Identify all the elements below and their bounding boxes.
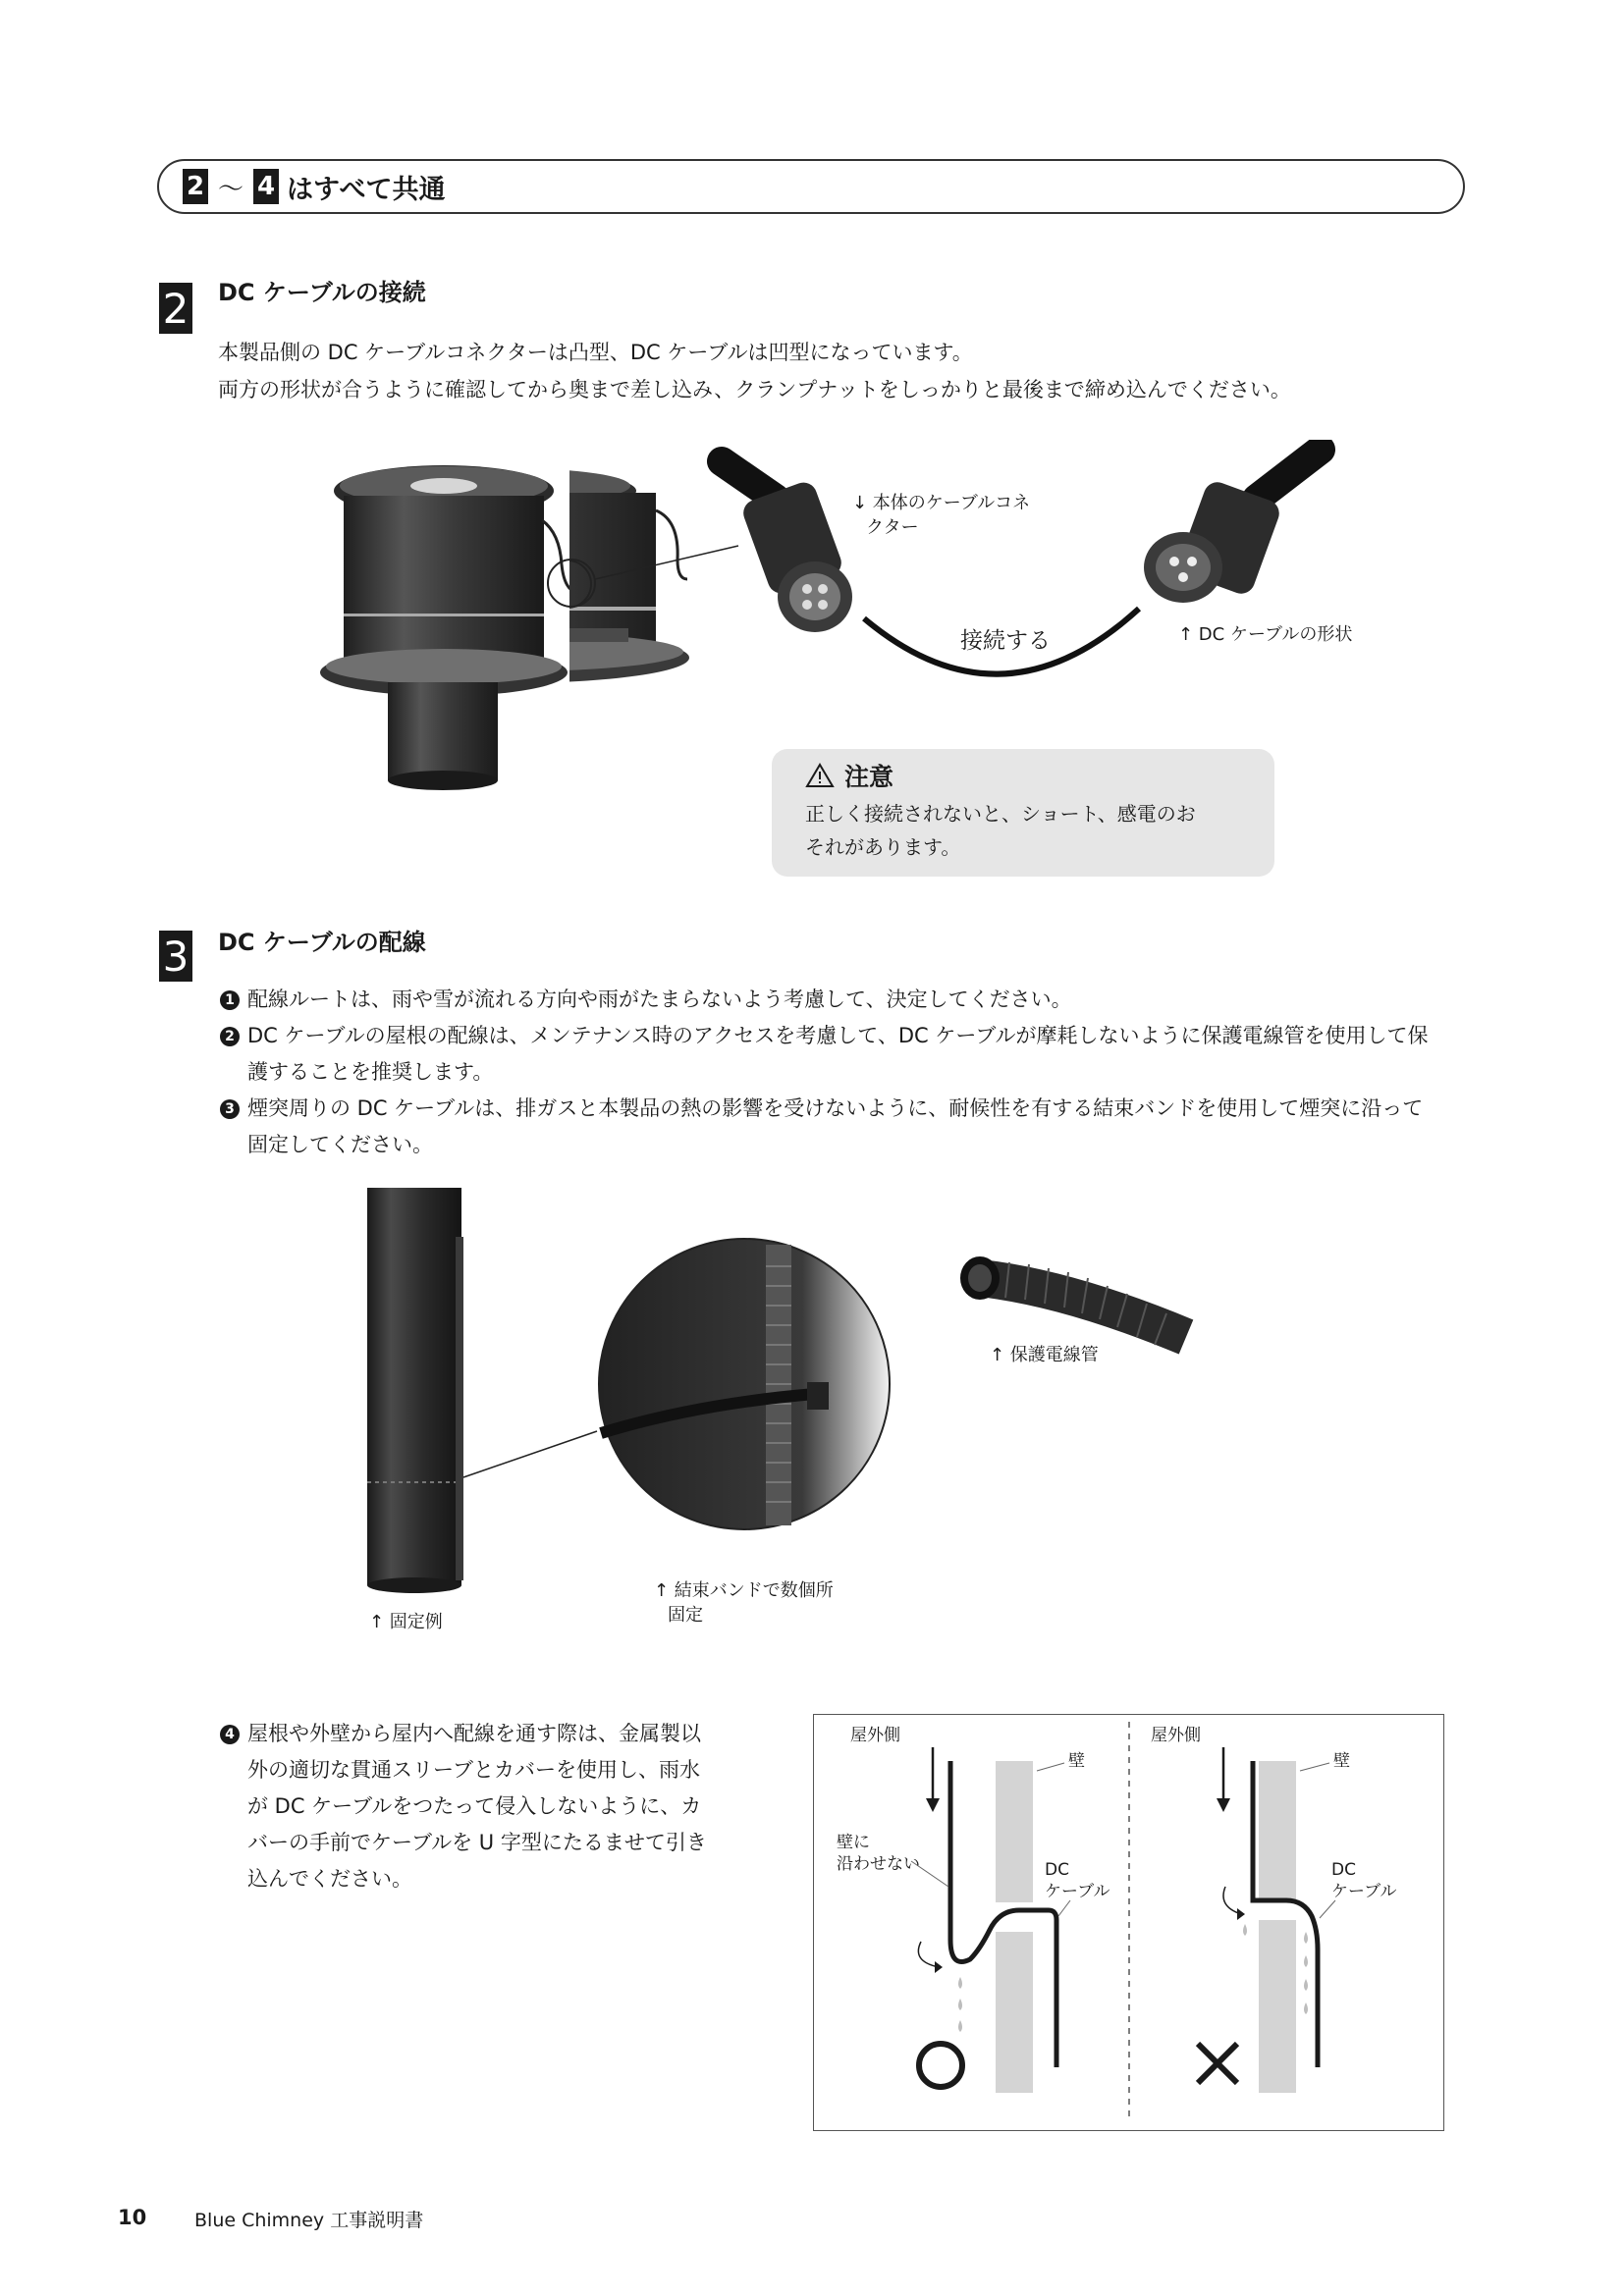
list-item-line: バーの手前でケーブルを U 字型にたるませて引き xyxy=(247,1831,707,1854)
wall-label-right: 壁 xyxy=(1333,1751,1350,1771)
section2-body-line: 両方の形状が合うように確認してから奥まで差し込み、クランプナットをしっかりと最後まで締め込んでください。 xyxy=(218,378,1291,401)
section2-body-line: 本製品側の DC ケーブルコネクターは凸型、DC ケーブルは凹型になっています。 xyxy=(218,341,973,364)
body-connector-label-line: ↓ 本体のケーブルコネ xyxy=(852,493,1031,513)
list-item-line: 固定してください。 xyxy=(247,1133,433,1156)
page-number: 10 xyxy=(118,2206,147,2229)
section-header xyxy=(183,167,445,206)
zoom-line xyxy=(463,1431,597,1477)
caution-title-text: 注意 xyxy=(844,763,894,791)
no-along-label-line: 壁に xyxy=(837,1833,870,1852)
band-label xyxy=(654,1578,834,1628)
list-item-line: DC ケーブルの屋根の配線は、メンテナンス時のアクセスを考慮して、DC ケーブルが摩耗しないように保護電線管を使用して保 xyxy=(247,1024,1429,1047)
bullet-number: 3 xyxy=(220,1099,240,1119)
ng-cross-icon xyxy=(1198,2044,1237,2083)
header-text: はすべて共通 xyxy=(287,174,446,205)
list-item-line: が DC ケーブルをつたって侵入しないように、カ xyxy=(247,1794,702,1818)
footer-title: Blue Chimney 工事説明書 xyxy=(194,2210,424,2231)
outside-label-left: 屋外側 xyxy=(850,1726,900,1745)
bullet-number: 4 xyxy=(220,1725,240,1744)
list-item-line: 屋根や外壁から屋内へ配線を通す際は、金属製以 xyxy=(247,1722,701,1745)
header-tilde: 〜 xyxy=(218,174,244,204)
list-item-line: 煙突周りの DC ケーブルは、排ガスと本製品の熱の影響を受けないように、耐候性を有する結束バンドを使用して煙突に沿って xyxy=(247,1096,1424,1120)
list-item-line: 込んでください。 xyxy=(247,1867,412,1891)
step-number-2: 2 xyxy=(159,283,192,334)
dc-cable-label-line: DC xyxy=(1331,1860,1356,1880)
list-item xyxy=(220,1018,1487,1091)
band-label-line: 固定 xyxy=(668,1605,703,1626)
caution-text xyxy=(805,797,1257,864)
header-step-start: 2 xyxy=(183,169,208,204)
warning-icon xyxy=(805,763,835,788)
dc-shape-label: ↑ DC ケーブルの形状 xyxy=(1178,624,1353,645)
list-item xyxy=(220,982,1487,1018)
no-along-label xyxy=(837,1832,920,1875)
bullet-number: 1 xyxy=(220,990,240,1010)
dc-cable-label-line: DC xyxy=(1045,1860,1069,1880)
zoom-circle xyxy=(599,1239,890,1529)
list-item-line: 配線ルートは、雨や雪が流れる方向や雨がたまらないよう考慮して、決定してください。 xyxy=(247,988,1072,1011)
section3-heading: DC ケーブルの配線 xyxy=(218,929,426,956)
wall-label-left: 壁 xyxy=(1068,1751,1085,1771)
band-label-line: ↑ 結束バンドで数個所 xyxy=(654,1580,834,1601)
list-item xyxy=(220,1716,750,1897)
list-item-line: 外の適切な貫通スリーブとカバーを使用し、雨水 xyxy=(247,1758,700,1782)
no-along-label-line: 沿わせない xyxy=(837,1854,920,1874)
section2-heading: DC ケーブルの接続 xyxy=(218,279,426,306)
caution-text-line: それがあります。 xyxy=(805,835,961,859)
step-number-3: 3 xyxy=(159,931,192,982)
routing-diagram-drawing xyxy=(813,1714,1444,2131)
list-item-4 xyxy=(220,1716,750,1897)
list-item xyxy=(220,1091,1487,1163)
connector-detail xyxy=(530,440,1375,695)
caution-title xyxy=(805,758,893,793)
caution-text-line: 正しく接続されないと、ショート、感電のお xyxy=(805,802,1196,826)
list-item-line: 護することを推奨します。 xyxy=(247,1060,494,1084)
dc-cable-label-line: ケーブル xyxy=(1045,1882,1110,1901)
chimney-fixing-photo xyxy=(353,1188,903,1600)
connect-label: 接続する xyxy=(960,628,1051,654)
section3-list xyxy=(220,982,1487,1163)
body-connector-label-line: クター xyxy=(866,517,919,538)
zoom-line xyxy=(595,546,738,579)
dc-cable-label-left xyxy=(1045,1859,1110,1902)
dc-cable-connector xyxy=(1144,450,1321,603)
conduit-label: ↑ 保護電線管 xyxy=(990,1345,1099,1365)
outside-label-right: 屋外側 xyxy=(1151,1726,1201,1745)
fixed-example-label: ↑ 固定例 xyxy=(369,1612,443,1632)
header-step-end: 4 xyxy=(253,169,279,204)
body-connector xyxy=(722,461,852,632)
ok-circle-icon xyxy=(919,2044,962,2087)
body-connector-label xyxy=(852,491,1030,540)
section2-body xyxy=(218,334,1291,408)
dc-cable-label-right xyxy=(1331,1859,1396,1902)
zoom-circle xyxy=(548,560,595,607)
dc-cable-label-line: ケーブル xyxy=(1331,1882,1397,1901)
bullet-number: 2 xyxy=(220,1027,240,1046)
